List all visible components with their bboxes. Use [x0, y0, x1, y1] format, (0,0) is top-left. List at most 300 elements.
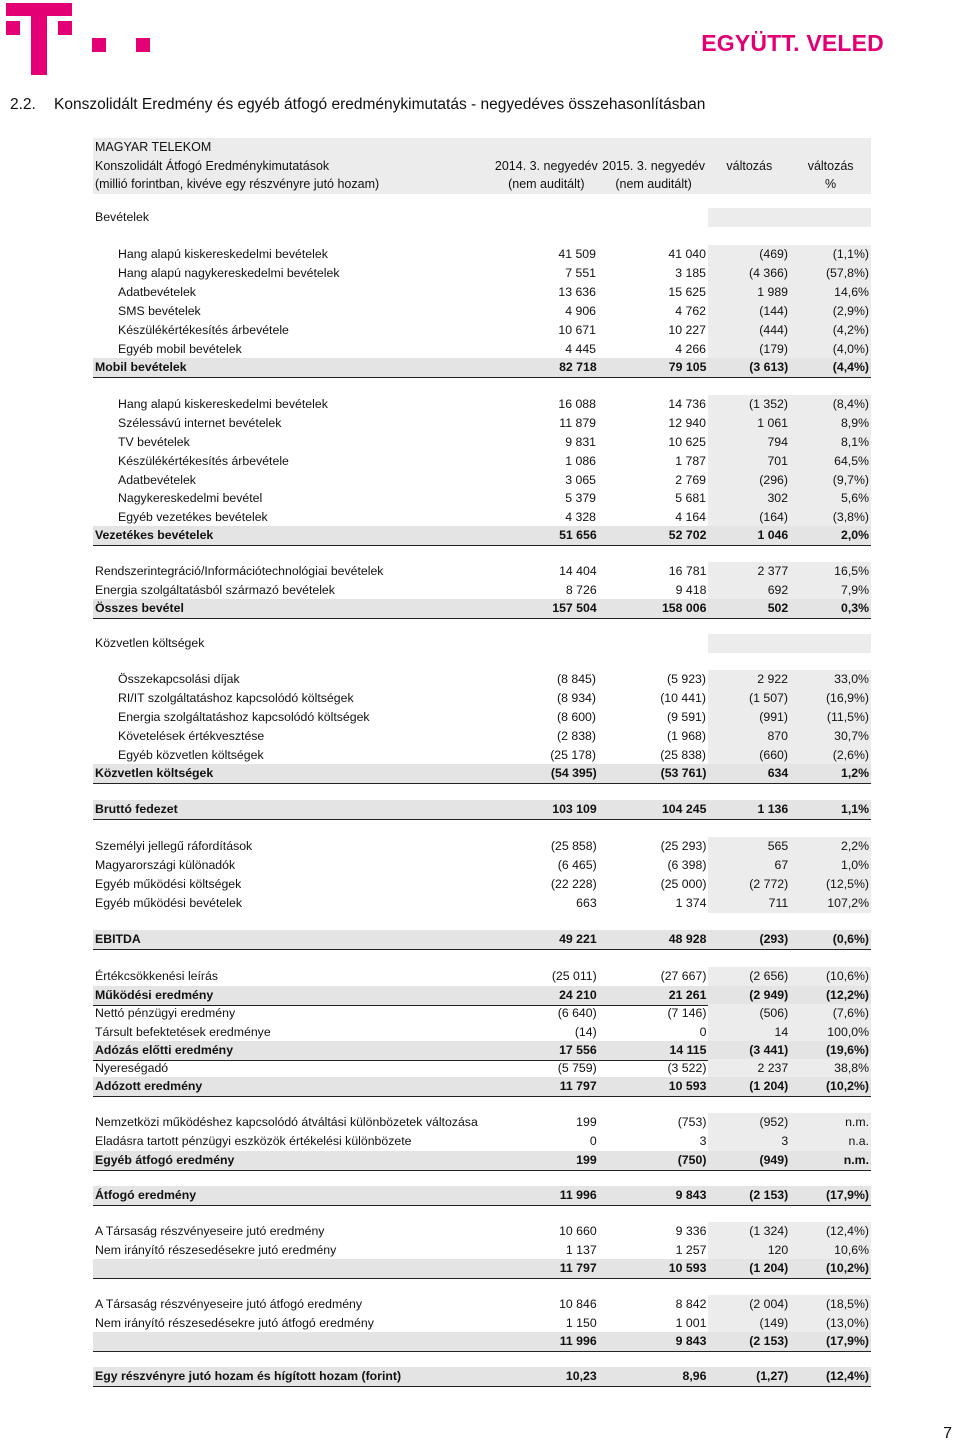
telekom-logo [6, 3, 156, 75]
cell-col3: (1,27) [756, 1369, 789, 1384]
cell-col3: 67 [708, 856, 790, 875]
cell-col2: 5 681 [675, 491, 706, 506]
cell-col4: (7,6%) [790, 1004, 871, 1023]
cell-col1: 663 [576, 896, 597, 911]
section-number: 2.2. [10, 96, 36, 113]
table-row [93, 1295, 871, 1314]
cell-col4: 30,7% [790, 727, 871, 746]
cell-col2: (6 398) [667, 858, 707, 873]
table-row [93, 727, 871, 746]
total-row [93, 526, 871, 546]
cell-col1: 11 996 [559, 1334, 597, 1349]
table-row [93, 508, 871, 527]
cell-col3: (991) [708, 708, 790, 727]
table-row [93, 967, 871, 986]
row-label: Egy részvényre jutó hozam és hígított hozam (forint) [95, 1369, 402, 1384]
page-number: 7 [943, 1425, 952, 1442]
cell-col3: (2 772) [708, 875, 790, 894]
cell-col2: (750) [677, 1153, 707, 1168]
cell-col3: (164) [708, 508, 790, 527]
cell-col1: 11 879 [559, 416, 596, 431]
cell-col3: 3 [708, 1132, 790, 1151]
cell-col3: (1 507) [708, 689, 790, 708]
row-label: Összes bevétel [95, 601, 184, 616]
col3-header: változás [726, 158, 773, 173]
row-label: Bevételek [95, 210, 150, 225]
cell-col4: 1,1% [840, 802, 870, 817]
cell-col4: (0,6%) [832, 932, 870, 947]
row-label: Rendszerintegráció/Információtechnológiai bevételek [95, 564, 384, 579]
cell-col1: (54 395) [550, 766, 597, 781]
cell-col4: 1,0% [790, 856, 871, 875]
cell-col3: (144) [708, 302, 790, 321]
cell-col3: (660) [708, 746, 790, 765]
cell-col1: 9 831 [565, 435, 596, 450]
cell-col1: 8 726 [565, 583, 597, 598]
cell-col2: 12 940 [668, 416, 706, 431]
cell-col3: (952) [708, 1113, 790, 1132]
row-label: Mobil bevételek [95, 360, 187, 375]
cell-col2: 10 227 [668, 323, 706, 338]
section-heading [10, 96, 705, 114]
cell-col1: 41 509 [558, 247, 596, 262]
row-label: Energia szolgáltatáshoz kapcsolódó költségek [118, 710, 370, 725]
total-row [93, 1186, 871, 1206]
cell-col1: 49 221 [559, 932, 597, 947]
cell-col4: 8,1% [790, 433, 871, 452]
brand-slogan: EGYÜTT. VELED [701, 30, 884, 56]
cell-col2: 48 928 [668, 932, 707, 947]
cell-col4: 64,5% [790, 452, 871, 471]
total-row [93, 1151, 871, 1171]
cell-col1: (8 600) [557, 710, 596, 725]
cell-col3: 2 237 [708, 1059, 790, 1078]
cell-col3: (3 441) [749, 1043, 789, 1058]
cell-col3: (149) [708, 1314, 790, 1333]
table-row [93, 283, 871, 302]
cell-col2: 2 769 [675, 473, 706, 488]
table-row [93, 264, 871, 283]
table-row [93, 452, 871, 471]
cell-col3: (1 324) [708, 1222, 790, 1241]
cell-col1: 199 [576, 1115, 597, 1130]
row-label: Nettó pénzügyi eredmény [95, 1006, 236, 1021]
table-row [93, 1222, 871, 1241]
table-row [93, 1132, 871, 1151]
cell-col2: 0 [699, 1025, 707, 1040]
cell-col2: 21 261 [668, 988, 707, 1003]
cell-col1 [494, 634, 599, 653]
table-row [93, 245, 871, 264]
cell-col3: 565 [708, 837, 790, 856]
table-row [93, 321, 871, 340]
cell-col3: (2 949) [749, 988, 789, 1003]
cell-col1: 10 846 [559, 1297, 597, 1312]
cell-col1: 14 404 [559, 564, 597, 579]
cell-col3: 502 [767, 601, 789, 616]
cell-col1: 5 379 [565, 491, 596, 506]
cell-col1: 4 445 [565, 342, 596, 357]
cell-col1: 0 [589, 1134, 597, 1149]
cell-col3: (2 153) [749, 1188, 789, 1203]
cell-col2: 10 593 [668, 1261, 707, 1276]
cell-col1: 103 109 [552, 802, 597, 817]
row-label: Nemzetközi működéshez kapcsolódó átváltási különbözetek változása [95, 1115, 478, 1130]
cell-col3: (1 204) [749, 1261, 789, 1276]
cell-col2: 41 040 [668, 247, 706, 262]
cell-col4: n.m. [843, 1153, 870, 1168]
row-label: Hang alapú nagykereskedelmi bevételek [118, 266, 340, 281]
cell-col4: (3,8%) [790, 508, 871, 527]
cell-col4: (19,6%) [825, 1043, 870, 1058]
cell-col1: 199 [576, 1153, 597, 1168]
cell-col4: (16,9%) [790, 689, 871, 708]
cell-col2: 9 418 [675, 583, 707, 598]
cell-col2: (9 591) [667, 710, 706, 725]
cell-col4: (12,5%) [790, 875, 871, 894]
cell-col4: (12,4%) [825, 1369, 870, 1384]
table-row [93, 562, 871, 581]
cell-col1: 16 088 [558, 397, 596, 412]
cell-col2: 1 374 [675, 896, 707, 911]
row-label: Értékcsökkenési leírás [95, 969, 219, 984]
cell-col1: (5 759) [557, 1061, 597, 1076]
cell-col3 [708, 208, 790, 227]
table-row [93, 708, 871, 727]
cell-col3: (4 366) [708, 264, 790, 283]
cell-col4: (10,2%) [825, 1079, 870, 1094]
statement-title: Konszolidált Átfogó Eredménykimutatások [95, 158, 330, 173]
cell-col3: (444) [708, 321, 790, 340]
row-label: Követelések értékvesztése [118, 729, 265, 744]
cell-col2: 9 843 [675, 1188, 707, 1203]
cell-col2: 8,96 [682, 1369, 707, 1384]
row-label: Magyarországi különadók [95, 858, 236, 873]
row-label: Adatbevételek [118, 473, 196, 488]
table-row [93, 581, 871, 600]
total-row [93, 1259, 871, 1279]
cell-col1: 3 065 [565, 473, 596, 488]
cell-col2: 10 593 [668, 1079, 707, 1094]
row-label: RI/IT szolgáltatáshoz kapcsolódó költségek [118, 691, 354, 706]
cell-col4: 100,0% [790, 1023, 871, 1042]
cell-col4: 7,9% [790, 581, 871, 600]
total-row [93, 1367, 871, 1387]
cell-col2: 14 115 [669, 1043, 707, 1058]
cell-col2: 1 257 [675, 1243, 707, 1258]
cell-col4: (2,9%) [790, 302, 871, 321]
cell-col3: (949) [759, 1153, 789, 1168]
cell-col1: 1 086 [565, 454, 596, 469]
cell-col4: 2,2% [790, 837, 871, 856]
cell-col3: 1 989 [708, 283, 790, 302]
cell-col4: (18,5%) [790, 1295, 871, 1314]
cell-col2 [599, 634, 709, 653]
cell-col2: (3 522) [667, 1061, 707, 1076]
cell-col2: 3 [699, 1134, 707, 1149]
section-title: Konszolidált Eredmény és egyéb átfogó eredménykimutatás - negyedéves összehasonlításban [54, 96, 706, 113]
cell-col3: (506) [708, 1004, 790, 1023]
cell-col3: 870 [708, 727, 790, 746]
cell-col1: 7 551 [565, 266, 596, 281]
col4-header: változás [807, 158, 854, 173]
cell-col2: (10 441) [660, 691, 706, 706]
cell-col1: 157 504 [552, 601, 597, 616]
cell-col2: 10 625 [668, 435, 706, 450]
cell-col4: (12,2%) [825, 988, 870, 1003]
total-row [93, 599, 871, 619]
section-row [93, 634, 871, 653]
row-label: Egyéb működési bevételek [95, 896, 242, 911]
cell-col4: 8,9% [790, 414, 871, 433]
cell-col2: 104 245 [661, 802, 707, 817]
cell-col3: (3 613) [749, 360, 789, 375]
row-label: Nem irányító részesedésekre jutó eredmény [95, 1243, 337, 1258]
cell-col3: 794 [708, 433, 790, 452]
cell-col2: (1 968) [667, 729, 706, 744]
cell-col4: 33,0% [790, 670, 871, 689]
table-row [93, 433, 871, 452]
cell-col3: (2 153) [749, 1334, 789, 1349]
cell-col1: (25 011) [551, 969, 597, 984]
table-row [93, 856, 871, 875]
table-row [93, 1113, 871, 1132]
cell-col1: 4 906 [565, 304, 596, 319]
cell-col1: 10 671 [558, 323, 596, 338]
cell-col2: 14 736 [668, 397, 706, 412]
table-row [93, 1241, 871, 1260]
cell-col4: 38,8% [790, 1059, 871, 1078]
cell-col2: 1 787 [675, 454, 706, 469]
cell-col2: 9 843 [675, 1334, 707, 1349]
cell-col4: (10,6%) [790, 967, 871, 986]
cell-col4: (11,5%) [790, 708, 871, 727]
row-label: Egyéb átfogó eredmény [95, 1153, 235, 1168]
cell-col4: (10,2%) [825, 1261, 870, 1276]
row-label: Eladásra tartott pénzügyi eszközök értékelési különbözete [95, 1134, 412, 1149]
cell-col4: 16,5% [790, 562, 871, 581]
cell-col2: (753) [677, 1115, 707, 1130]
cell-col4: (57,8%) [790, 264, 871, 283]
cell-col1: (6 465) [557, 858, 597, 873]
cell-col1: 1 137 [565, 1243, 597, 1258]
cell-col2: 4 266 [675, 342, 706, 357]
total-row [93, 1041, 871, 1061]
cell-col3: 634 [767, 766, 789, 781]
cell-col4: (4,4%) [832, 360, 870, 375]
total-row [93, 1332, 871, 1352]
cell-col2: (25 838) [660, 748, 706, 763]
table-row [93, 1314, 871, 1333]
cell-col4: (2,6%) [790, 746, 871, 765]
row-label: Bruttó fedezet [95, 802, 178, 817]
row-label: Készülékértékesítés árbevétele [118, 323, 289, 338]
cell-col4: (4,0%) [790, 340, 871, 359]
cell-col3: (293) [759, 932, 789, 947]
cell-col4: n.a. [790, 1132, 871, 1151]
cell-col4: (1,1%) [790, 245, 871, 264]
total-row [93, 930, 871, 950]
cell-col3: 1 136 [757, 802, 789, 817]
row-label: Egyéb közvetlen költségek [118, 748, 264, 763]
cell-col4: n.m. [790, 1113, 871, 1132]
cell-col2: 158 006 [661, 601, 707, 616]
cell-col3: 14 [708, 1023, 790, 1042]
cell-col3: 701 [708, 452, 790, 471]
cell-col1: (8 845) [557, 672, 596, 687]
cell-col2: (53 761) [660, 766, 707, 781]
row-label: Egyéb vezetékes bevételek [118, 510, 268, 525]
cell-col1: 11 797 [559, 1079, 597, 1094]
section-row [93, 208, 871, 227]
cell-col4: (8,4%) [790, 395, 871, 414]
cell-col3: (1 352) [708, 395, 790, 414]
row-label: Egyéb mobil bevételek [118, 342, 242, 357]
cell-col1: 4 328 [565, 510, 596, 525]
row-label: Átfogó eredmény [95, 1188, 197, 1203]
cell-col2: 8 842 [675, 1297, 707, 1312]
cell-col3: 2 377 [708, 562, 790, 581]
table-row [93, 1004, 871, 1023]
row-label: Nagykereskedelmi bevétel [118, 491, 263, 506]
cell-col3: 1 061 [708, 414, 790, 433]
col2-header: 2015. 3. negyedév [602, 158, 705, 173]
cell-col1: (22 228) [550, 877, 597, 892]
table-row [93, 489, 871, 508]
statement-subtitle: (millió forintban, kivéve egy részvényre jutó hozam) [95, 177, 380, 192]
cell-col2: 15 625 [668, 285, 706, 300]
cell-col2: (5 923) [667, 672, 706, 687]
cell-col4: 2,0% [840, 528, 870, 543]
cell-col2: 4 762 [675, 304, 706, 319]
cell-col2: 1 001 [675, 1316, 707, 1331]
row-label: Egyéb működési költségek [95, 877, 242, 892]
row-label: Társult befektetések eredménye [95, 1025, 271, 1040]
cell-col2: (27 667) [660, 969, 707, 984]
table-row [93, 1023, 871, 1042]
cell-col4: (4,2%) [790, 321, 871, 340]
row-label: Működési eredmény [95, 988, 214, 1003]
cell-col1: 1 150 [565, 1316, 597, 1331]
cell-col2: 3 185 [675, 266, 706, 281]
table-row [93, 837, 871, 856]
cell-col1 [494, 208, 599, 227]
cell-col4 [790, 208, 871, 227]
col4-subheader: % [825, 177, 837, 192]
cell-col4: 1,2% [840, 766, 870, 781]
table-row [93, 340, 871, 359]
cell-col2: 16 781 [668, 564, 707, 579]
cell-col1: (8 934) [557, 691, 596, 706]
cell-col4: 0,3% [840, 601, 870, 616]
cell-col1: (14) [574, 1025, 597, 1040]
cell-col3: 692 [708, 581, 790, 600]
total-row [93, 764, 871, 784]
row-label: Közvetlen költségek [95, 636, 205, 651]
total-row [93, 358, 871, 378]
cell-col4 [790, 634, 871, 653]
company-name: MAGYAR TELEKOM [95, 140, 212, 155]
cell-col4: (17,9%) [825, 1334, 870, 1349]
cell-col4: 5,6% [790, 489, 871, 508]
cell-col4: 10,6% [790, 1241, 871, 1260]
row-label: EBITDA [95, 932, 141, 947]
cell-col3: (2 656) [708, 967, 790, 986]
cell-col2: (25 293) [660, 839, 707, 854]
col1-subheader: (nem auditált) [508, 177, 585, 192]
cell-col4: (9,7%) [790, 471, 871, 490]
row-label: Nyereségadó [95, 1061, 169, 1076]
cell-col2: (25 000) [660, 877, 707, 892]
cell-col2: 4 164 [675, 510, 706, 525]
row-label: Hang alapú kiskereskedelmi bevételek [118, 247, 328, 262]
row-label: Személyi jellegű ráfordítások [95, 839, 253, 854]
table-row [93, 670, 871, 689]
total-row [93, 986, 871, 1006]
row-label: Szélessávú internet bevételek [118, 416, 282, 431]
cell-col1: 13 636 [558, 285, 596, 300]
cell-col1: (25 178) [550, 748, 596, 763]
cell-col2: (7 146) [667, 1006, 707, 1021]
cell-col2: 79 105 [668, 360, 707, 375]
cell-col1: (25 858) [550, 839, 597, 854]
row-label: A Társaság részvényeseire jutó átfogó eredmény [95, 1297, 363, 1312]
cell-col1: (2 838) [557, 729, 596, 744]
cell-col1: 10,23 [565, 1369, 597, 1384]
row-label: Készülékértékesítés árbevétele [118, 454, 289, 469]
total-row [93, 1077, 871, 1097]
cell-col3: (296) [708, 471, 790, 490]
col1-header: 2014. 3. negyedév [494, 158, 598, 173]
row-label: Adatbevételek [118, 285, 196, 300]
cell-col4: (12,4%) [790, 1222, 871, 1241]
table-row [93, 894, 871, 913]
row-label: Vezetékes bevételek [95, 528, 214, 543]
cell-col1: 82 718 [559, 360, 597, 375]
cell-col3: 120 [708, 1241, 790, 1260]
table-row [93, 875, 871, 894]
cell-col4: (17,9%) [825, 1188, 870, 1203]
table-row [93, 471, 871, 490]
cell-col1: 11 996 [559, 1188, 597, 1203]
cell-col1: 24 210 [559, 988, 597, 1003]
table-row [93, 1059, 871, 1078]
row-label: SMS bevételek [118, 304, 201, 319]
table-row [93, 395, 871, 414]
table-row [93, 414, 871, 433]
row-label: Adózás előtti eredmény [95, 1043, 234, 1058]
row-label: Nem irányító részesedésekre jutó átfogó eredmény [95, 1316, 374, 1331]
cell-col2 [599, 208, 709, 227]
cell-col1: 10 660 [559, 1224, 597, 1239]
row-label: Hang alapú kiskereskedelmi bevételek [118, 397, 328, 412]
table-row [93, 689, 871, 708]
cell-col1: 51 656 [559, 528, 597, 543]
cell-col1: 17 556 [559, 1043, 597, 1058]
cell-col4: (13,0%) [790, 1314, 871, 1333]
cell-col3: 2 922 [708, 670, 790, 689]
row-label: Közvetlen költségek [95, 766, 214, 781]
cell-col3 [708, 634, 790, 653]
col2-subheader: (nem auditált) [615, 177, 692, 192]
cell-col1: 11 797 [559, 1261, 597, 1276]
cell-col3: (2 004) [708, 1295, 790, 1314]
total-row [93, 800, 871, 820]
row-label: Adózott eredmény [95, 1079, 203, 1094]
table-row [93, 302, 871, 321]
cell-col2: 52 702 [668, 528, 707, 543]
cell-col3: 302 [708, 489, 790, 508]
